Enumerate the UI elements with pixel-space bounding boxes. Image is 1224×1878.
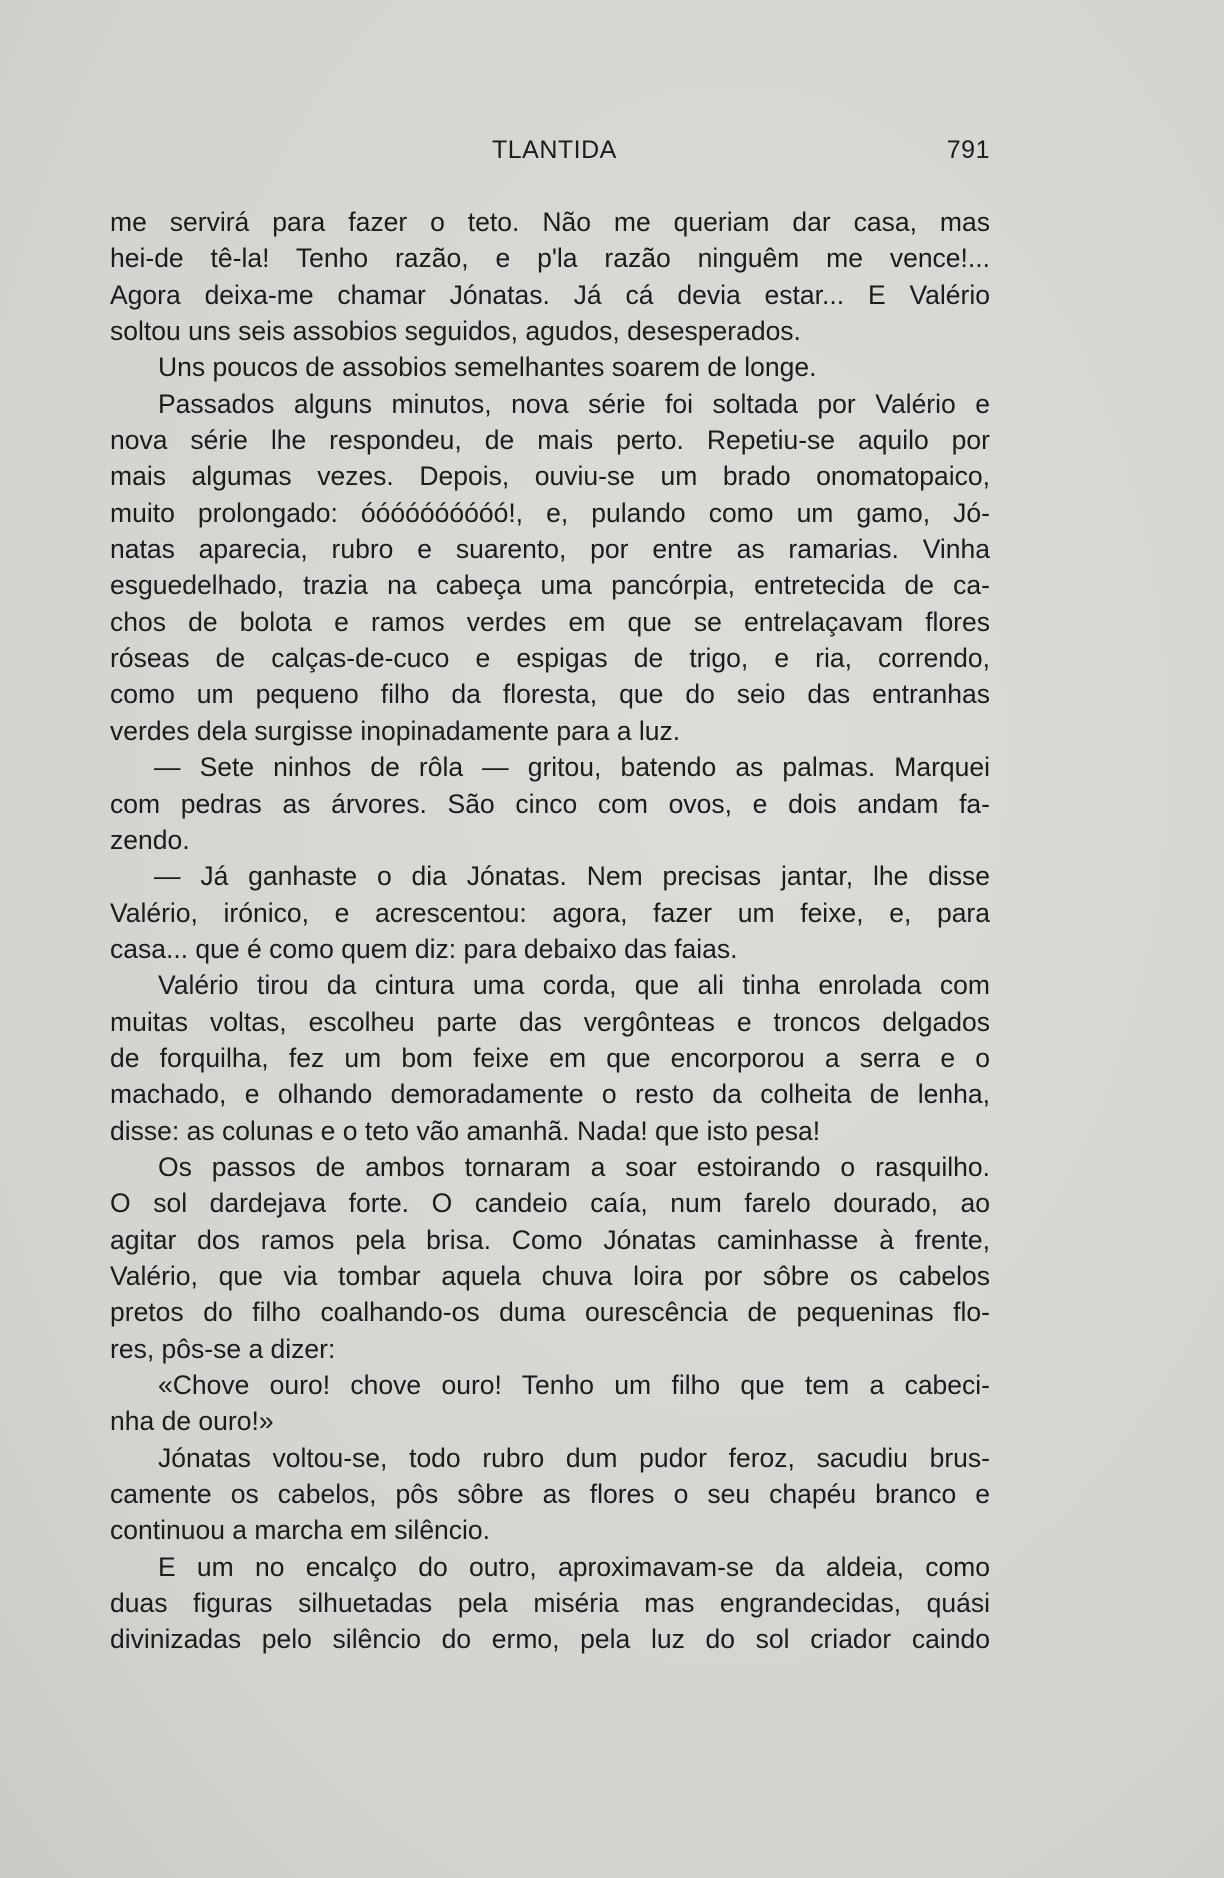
text-line: muitas voltas, escolheu parte das vergônteas e troncos delgados bbox=[110, 1006, 990, 1037]
text-line: me servirá para fazer o teto. Não me queriam dar casa, mas bbox=[110, 207, 990, 237]
text-line: Uns poucos de assobios semelhantes soarem de longe. bbox=[158, 352, 817, 383]
text-line: divinizadas pelo silêncio do ermo, pela luz do sol criador caindo bbox=[110, 1624, 990, 1655]
text-line: Valério, que via tombar aquela chuva loira por sôbre os cabelos bbox=[110, 1260, 990, 1291]
text-line: mais algumas vezes. Depois, ouviu-se um brado onomatopaico, bbox=[110, 461, 990, 492]
body-text bbox=[110, 204, 990, 1658]
text-line: nova série lhe respondeu, de mais perto. Repetiu-se aquilo por bbox=[110, 425, 990, 456]
text-line: continuou a marcha em silêncio. bbox=[110, 1515, 491, 1546]
text-line: de forquilha, fez um bom feixe em que encorporou a serra e o bbox=[110, 1042, 990, 1073]
text-line: zendo. bbox=[110, 824, 190, 855]
page-number: 791 bbox=[946, 136, 990, 164]
text-line: natas aparecia, rubro e suarento, por entre as ramarias. Vinha bbox=[110, 534, 990, 565]
text-line: machado, e olhando demoradamente o resto da colheita de lenha, bbox=[110, 1079, 990, 1110]
text-line: — Já ganhaste o dia Jónatas. Nem precisas jantar, lhe disse bbox=[154, 861, 990, 892]
text-line: hei-de tê-la! Tenho razão, e p'la razão ninguêm me vence!... bbox=[110, 243, 990, 274]
text-line: camente os cabelos, pôs sôbre as flores o seu chapéu branco e bbox=[110, 1479, 990, 1510]
text-line: muito prolongado: óóóóóóóóóó!, e, pulando como um gamo, Jó- bbox=[110, 497, 990, 528]
running-title: TLANTIDA bbox=[492, 136, 617, 164]
text-line: casa... que é como quem diz: para debaixo das faias. bbox=[110, 933, 738, 964]
text-line: soltou uns seis assobios seguidos, agudos, desesperados. bbox=[110, 316, 801, 347]
text-line: pretos do filho coalhando-os duma ourescência de pequeninas flo- bbox=[110, 1297, 990, 1328]
text-line: esguedelhado, trazia na cabeça uma pancórpia, entretecida de ca- bbox=[110, 570, 990, 601]
text-line: Agora deixa-me chamar Jónatas. Já cá devia estar... E Valério bbox=[110, 279, 990, 310]
text-line: chos de bolota e ramos verdes em que se entrelaçavam flores bbox=[110, 606, 990, 637]
text-line: verdes dela surgisse inopinadamente para a luz. bbox=[110, 715, 681, 746]
text-line: E um no encalço do outro, aproximavam-se da aldeia, como bbox=[158, 1551, 990, 1582]
text-line: disse: as colunas e o teto vão amanhã. Nada! que isto pesa! bbox=[110, 1115, 821, 1146]
text-line: res, pôs-se a dizer: bbox=[110, 1333, 336, 1364]
text-line: Valério tirou da cintura uma corda, que ali tinha enrolada com bbox=[158, 970, 990, 1001]
running-header bbox=[110, 136, 990, 170]
text-line: Os passos de ambos tornaram a soar estoirando o rasquilho. bbox=[158, 1151, 990, 1182]
text-line: duas figuras silhuetadas pela miséria mas engrandecidas, quási bbox=[110, 1588, 990, 1619]
text-line: — Sete ninhos de rôla — gritou, batendo as palmas. Marquei bbox=[154, 752, 990, 783]
text-line: róseas de calças-de-cuco e espigas de trigo, e ria, correndo, bbox=[110, 643, 990, 674]
text-line: Jónatas voltou-se, todo rubro dum pudor feroz, sacudiu brus- bbox=[158, 1442, 990, 1473]
text-line: O sol dardejava forte. O candeio caía, num farelo dourado, ao bbox=[110, 1188, 990, 1219]
text-line: Valério, irónico, e acrescentou: agora, fazer um feixe, e, para bbox=[110, 897, 990, 928]
text-line: Passados alguns minutos, nova série foi soltada por Valério e bbox=[158, 388, 990, 419]
text-line: nha de ouro!» bbox=[110, 1406, 274, 1437]
text-line: como um pequeno filho da floresta, que do seio das entranhas bbox=[110, 679, 990, 710]
text-line: «Chove ouro! chove ouro! Tenho um filho que tem a cabeci- bbox=[158, 1370, 990, 1400]
text-line: agitar dos ramos pela brisa. Como Jónatas caminhasse à frente, bbox=[110, 1224, 990, 1255]
text-line: com pedras as árvores. São cinco com ovos, e dois andam fa- bbox=[110, 788, 990, 819]
